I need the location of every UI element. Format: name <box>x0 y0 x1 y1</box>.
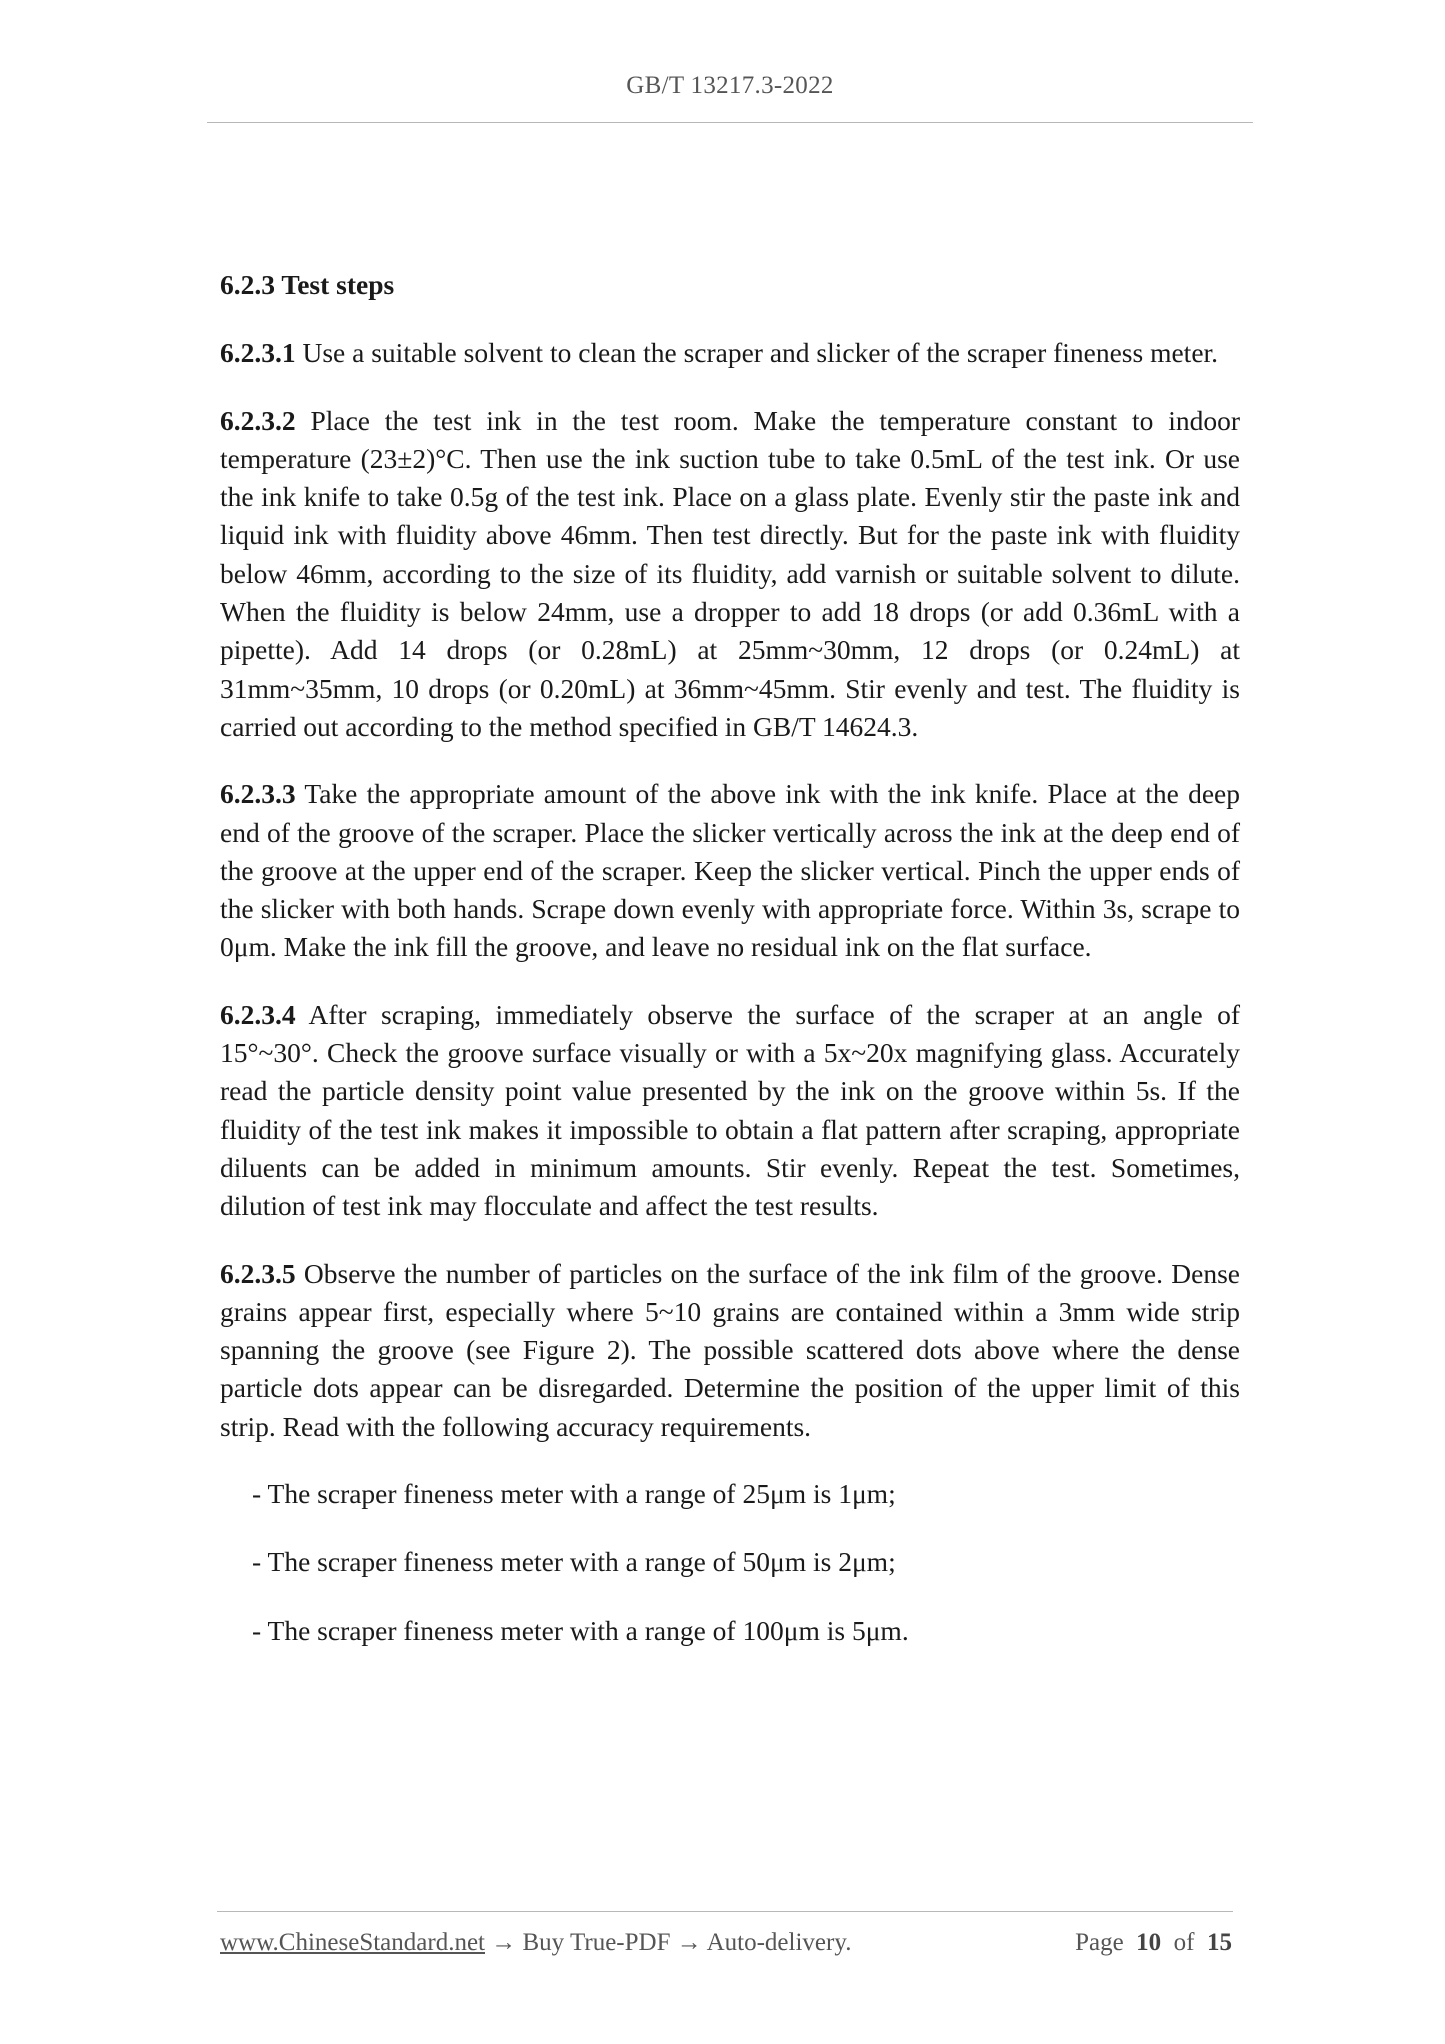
clause-text: Use a suitable solvent to clean the scraper and slicker of the scraper fineness meter. <box>295 337 1219 369</box>
clause-text: Place the test ink in the test room. Make the temperature constant to indoor temperature (23±2)°C. Then use the ink suction tube to take 0.5mL of the test ink. Or use the ink knife to take 0.5g of the test ink. Place on a glass plate. Evenly stir the paste ink and liquid ink with fluidity above 46mm. Then test directly. But for the paste ink with fluidity below 46mm, according to the size of its fluidity, add varnish or suitable solvent to dilute. When the fluidity is below 24mm, use a dropper to add 18 drops (or add 0.36mL with a pipette). Add 14 drops (or 0.28mL) at 25mm~30mm, 12 drops (or 0.24mL) at 31mm~35mm, 10 drops (or 0.20mL) at 36mm~45mm. Stir evenly and test. The fluidity is carried out according to the method specified in GB/T 14624.3. <box>220 404 1240 742</box>
bullet-item: - The scraper fineness meter with a range of 100μm is 5μm. <box>252 1614 909 1646</box>
page-number <box>1075 1929 1232 1957</box>
arrow-right-icon: → <box>491 1929 517 1956</box>
standard-id: GB/T 13217.3-2022 <box>626 72 834 99</box>
clause-number: 6.2.3.4 <box>220 998 296 1030</box>
paragraph-6-2-3-5 <box>220 1255 1240 1446</box>
paragraph-6-2-3-4 <box>220 996 1240 1226</box>
section-heading: 6.2.3 Test steps <box>220 269 395 300</box>
clause-text: After scraping, immediately observe the surface of the scraper at an angle of 15°~30°. Check the groove surface visually or with a 5x~20x magnifying glass. Accurately read the particle density point value presented by the ink on the groove within 5s. If the fluidity of the test ink makes it impossible to obtain a flat pattern after scraping, appropriate diluents can be added in minimum amounts. Stir evenly. Repeat the test. Sometimes, dilution of test ink may flocculate and affect the test results. <box>220 998 1240 1222</box>
paragraph-6-2-3-3 <box>220 775 1240 966</box>
header-divider <box>207 122 1253 123</box>
clause-number: 6.2.3.1 <box>220 337 296 369</box>
page-header <box>207 72 1253 100</box>
page-current: 10 <box>1136 1929 1162 1956</box>
clause-text: Observe the number of particles on the surface of the ink film of the groove. Dense grains appear first, especially where 5~10 grains are contained within a 3mm wide strip spanning the groove (see Figure 2). The possible scattered dots above where the dense particle dots appear can be disregarded. Determine the position of the upper limit of this strip. Read with the following accuracy requirements. <box>220 1257 1240 1442</box>
buy-text: Buy True-PDF <box>516 1929 677 1956</box>
site-link[interactable]: www.ChineseStandard.net <box>220 1929 485 1956</box>
paragraph-6-2-3-1 <box>220 334 1240 372</box>
arrow-right-icon: → <box>676 1929 702 1956</box>
clause-text: Take the appropriate amount of the above ink with the ink knife. Place at the deep end of the groove of the scraper. Place the slicker vertically across the ink at the deep end of the groove at the upper end of the scraper. Keep the slicker vertical. Pinch the upper ends of the slicker with both hands. Scrape down evenly with appropriate force. Within 3s, scrape to 0μm. Make the ink fill the groove, and leave no residual ink on the flat surface. <box>220 778 1240 963</box>
paragraph-6-2-3-2 <box>220 402 1240 747</box>
page-content <box>220 266 1240 1680</box>
delivery-text: Auto-delivery. <box>701 1929 852 1956</box>
clause-number: 6.2.3.3 <box>220 778 296 810</box>
page-of: of <box>1173 1929 1195 1956</box>
clause-number: 6.2.3.2 <box>220 404 296 436</box>
page-total: 15 <box>1207 1929 1232 1956</box>
clause-number: 6.2.3.5 <box>220 1257 296 1289</box>
bullet-item: - The scraper fineness meter with a range of 50μm is 2μm; <box>252 1546 896 1578</box>
page-label: Page <box>1075 1929 1124 1956</box>
footer-divider <box>217 1911 1233 1912</box>
bullet-item: - The scraper fineness meter with a range of 25μm is 1μm; <box>252 1478 896 1510</box>
footer-promo <box>220 1929 851 1957</box>
